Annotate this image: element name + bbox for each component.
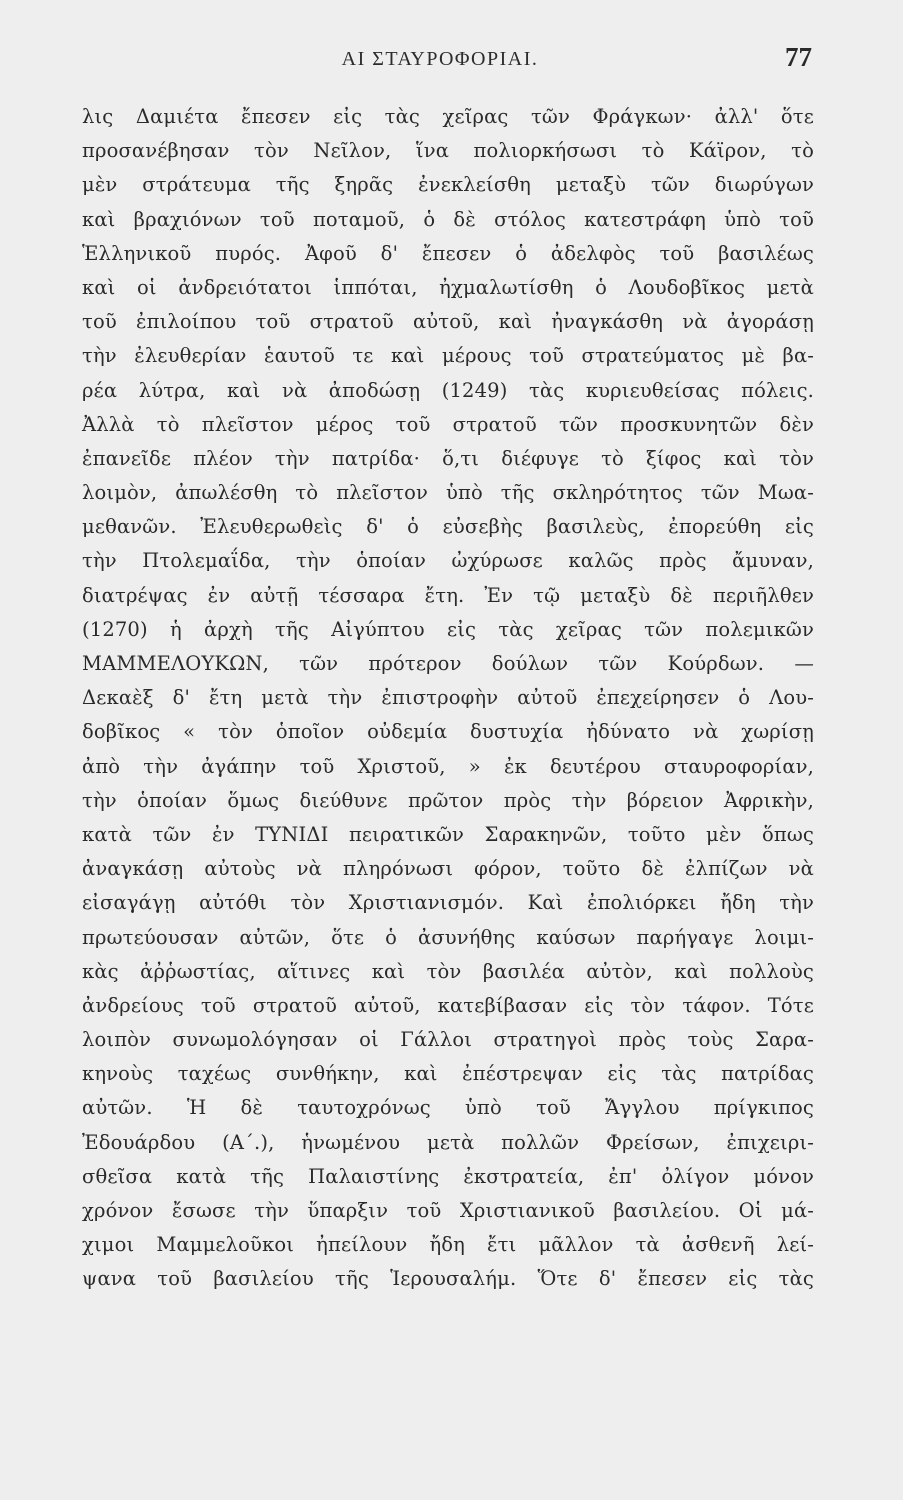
text-line: τὴν ἐλευθερίαν ἑαυτοῦ τε καὶ μέρους τοῦ στρατεύματος μὲ βα- bbox=[82, 344, 814, 368]
text-line: ρέα λύτρα, καὶ νὰ ἀποδώσῃ (1249) τὰς κυριευθείσας πόλεις. bbox=[82, 378, 814, 402]
text-line: αὐτῶν. Ἡ δὲ ταυτοχρόνως ὑπὸ τοῦ Ἄγγλου πρίγκιπος bbox=[82, 1096, 814, 1120]
text-line: δοβῖκος « τὸν ὁποῖον οὐδεμία δυστυχία ἠδύνατο νὰ χωρίσῃ bbox=[82, 720, 814, 744]
text-line: χιμοι Μαμμελοῦκοι ἠπείλουν ἤδη ἔτι μᾶλλον τὰ ἀσθενῆ λεί- bbox=[82, 1233, 814, 1257]
text-line: Ἐδουάρδου (Α΄.), ἡνωμένου μετὰ πολλῶν Φρείσων, ἐπιχειρι- bbox=[82, 1130, 814, 1154]
text-line: σθεῖσα κατὰ τῆς Παλαιστίνης ἐκστρατεία, ἐπ' ὀλίγον μόνον bbox=[82, 1164, 814, 1188]
text-line: προσανέβησαν τὸν Νεῖλον, ἵνα πολιορκήσωσι τὸ Κάϊρον, τὸ bbox=[82, 139, 814, 163]
text-line: κὰς ἀῤῥωστίας, αἵτινες καὶ τὸν βασιλέα αὐτὸν, καὶ πολλοὺς bbox=[82, 959, 814, 983]
text-line: Ἀλλὰ τὸ πλεῖστον μέρος τοῦ στρατοῦ τῶν προσκυνητῶν δὲν bbox=[82, 412, 814, 436]
text-line: λις Δαμιέτα ἔπεσεν εἰς τὰς χεῖρας τῶν Φράγκων· ἀλλ' ὅτε bbox=[82, 105, 814, 128]
text-line: ἀπὸ τὴν ἀγάπην τοῦ Χριστοῦ, » ἐκ δευτέρου σταυροφορίαν, bbox=[82, 754, 814, 778]
text-line: ψανα τοῦ βασιλείου τῆς Ἱερουσαλήμ. Ὅτε δ' ἔπεσεν εἰς τὰς bbox=[82, 1267, 814, 1291]
text-line: χρόνον ἔσωσε τὴν ὕπαρξιν τοῦ Χριστιανικοῦ βασιλείου. Οἱ μά- bbox=[82, 1199, 814, 1222]
text-line: καὶ βραχιόνων τοῦ ποταμοῦ, ὁ δὲ στόλος κατεστράφη ὑπὸ τοῦ bbox=[82, 207, 814, 231]
text-line: Ἑλληνικοῦ πυρός. Ἀφοῦ δ' ἔπεσεν ὁ ἀδελφὸς τοῦ βασιλέως bbox=[82, 241, 814, 265]
text-line: μὲν στράτευμα τῆς ξηρᾶς ἐνεκλείσθη μεταξὺ τῶν διωρύγων bbox=[82, 173, 814, 197]
text-line: τὴν Πτολεμαΐδα, τὴν ὁποίαν ὠχύρωσε καλῶς πρὸς ἄμυναν, bbox=[82, 549, 814, 573]
text-line: ἐπανεῖδε πλέον τὴν πατρίδα· ὅ,τι διέφυγε τὸ ξίφος καὶ τὸν bbox=[82, 446, 814, 470]
text-line: τοῦ ἐπιλοίπου τοῦ στρατοῦ αὐτοῦ, καὶ ἠναγκάσθη νὰ ἀγοράσῃ bbox=[82, 310, 814, 334]
text-line: τὴν ὁποίαν ὅμως διεύθυνε πρῶτον πρὸς τὴν βόρειον Ἀφρικὴν, bbox=[82, 788, 814, 812]
text-line: κηνοὺς ταχέως συνθήκην, καὶ ἐπέστρεψαν εἰς τὰς πατρίδας bbox=[82, 1062, 814, 1086]
text-line: λοιπὸν συνωμολόγησαν οἱ Γάλλοι στρατηγοὶ πρὸς τοὺς Σαρα- bbox=[82, 1028, 814, 1052]
text-line: μεθανῶν. Ἐλευθερωθεὶς δ' ὁ εὐσεβὴς βασιλεὺς, ἐπορεύθη εἰς bbox=[82, 515, 814, 539]
text-line: (1270) ἡ ἀρχὴ τῆς Αἰγύπτου εἰς τὰς χεῖρας τῶν πολεμικῶν bbox=[82, 617, 814, 641]
text-line: ΜΑΜΜΕΛΟΥΚΩΝ, τῶν πρότερον δούλων τῶν Κούρδων. — bbox=[82, 652, 814, 675]
text-line: καὶ οἱ ἀνδρειότατοι ἱππόται, ἠχμαλωτίσθη ὁ Λουδοβῖκος μετὰ bbox=[82, 275, 814, 299]
text-line: ἀναγκάσῃ αὐτοὺς νὰ πληρόνωσι φόρον, τοῦτο δὲ ἐλπίζων νὰ bbox=[82, 857, 814, 881]
body-text bbox=[82, 100, 814, 1297]
text-line: εἰσαγάγῃ αὐτόθι τὸν Χριστιανισμόν. Καὶ ἐπολιόρκει ἤδη τὴν bbox=[82, 891, 814, 915]
text-line: πρωτεύουσαν αὐτῶν, ὅτε ὁ ἀσυνήθης καύσων παρήγαγε λοιμι- bbox=[82, 925, 814, 949]
page-number: 77 bbox=[785, 42, 812, 72]
page-header bbox=[80, 42, 812, 84]
text-line: κατὰ τῶν ἐν ΤΥΝΙΔΙ πειρατικῶν Σαρακηνῶν, τοῦτο μὲν ὅπως bbox=[82, 822, 814, 846]
text-line: λοιμὸν, ἀπωλέσθη τὸ πλεῖστον ὑπὸ τῆς σκληρότητος τῶν Μωα- bbox=[82, 481, 814, 505]
text-line: ἀνδρείους τοῦ στρατοῦ αὐτοῦ, κατεβίβασαν εἰς τὸν τάφον. Τότε bbox=[82, 993, 814, 1017]
running-head: ΑΙ ΣΤΑΥΡΟΦΟΡΙΑΙ. bbox=[341, 48, 539, 70]
text-line: Δεκαὲξ δ' ἔτη μετὰ τὴν ἐπιστροφὴν αὐτοῦ ἐπεχείρησεν ὁ Λου- bbox=[82, 686, 814, 710]
text-line: διατρέψας ἐν αὐτῇ τέσσαρα ἔτη. Ἐν τῷ μεταξὺ δὲ περιῆλθεν bbox=[82, 583, 814, 607]
